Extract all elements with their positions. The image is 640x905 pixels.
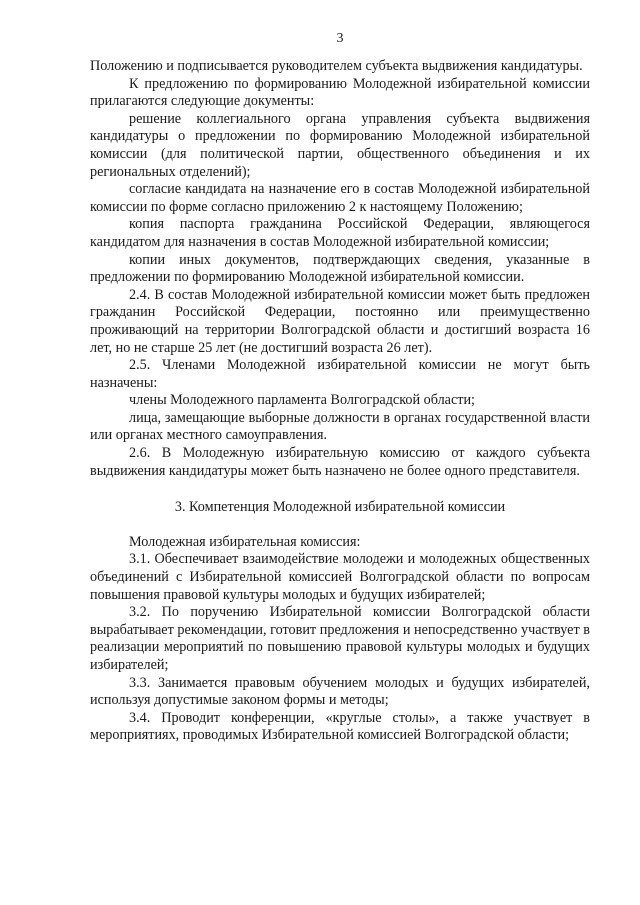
- paragraph-officials: лица, замещающие выборные должности в органах государственной власти или органах местного самоуправления.: [90, 409, 590, 444]
- paragraph-documents-intro: К предложению по формированию Молодежной избирательной комиссии прилагаются следующие документы:: [90, 75, 590, 110]
- paragraph-2-6: 2.6. В Молодежную избирательную комиссию от каждого субъекта выдвижения кандидатуры может быть назначено не более одного представителя.: [90, 445, 590, 479]
- paragraph-3-2: 3.2. По поручению Избирательной комиссии Волгоградской области вырабатывает рекомендации, готовит предложения и непосредственно участвует в реализации мероприятий по повышению правовой культуры молодых и будущих избирателей;: [90, 604, 590, 673]
- paragraph-2-4: 2.4. В состав Молодежной избирательной комиссии может быть предложен гражданин Российской Федерации, постоянно или преимущественно проживающий на территории Волгоградской области и достигший возраста 16 лет, но не старше 25 лет (не достигший возраста 26 лет).: [90, 286, 590, 356]
- page-number: 3: [336, 31, 344, 46]
- paragraph-commission-intro: Молодежная избирательная комиссия:: [129, 533, 361, 550]
- paragraph-2-5: 2.5. Членами Молодежной избирательной комиссии не могут быть назначены:: [90, 357, 590, 391]
- paragraph-3-1: 3.1. Обеспечивает взаимодействие молодежи и молодежных общественных объединений с Избирательной комиссией Волгоградской области по вопросам повышения правовой культуры молодых и будущих избирателей;: [90, 551, 590, 603]
- document-page: [90, 30, 590, 745]
- paragraph-decision: решение коллегиального органа управления субъекта выдвижения кандидатуры о предложении по формированию Молодежной избирательной комиссии (для политической партии, общественного объединения и их региональных отделений);: [90, 110, 590, 180]
- paragraph-3-3: 3.3. Занимается правовым обучением молодых и будущих избирателей, используя допустимые законом формы и методы;: [90, 674, 590, 709]
- section-heading: 3. Компетенция Молодежной избирательной комиссии: [174, 499, 506, 516]
- paragraph-3-4: 3.4. Проводит конференции, «круглые столы», а также участвует в мероприятиях, проводимых Избирательной комиссией Волгоградской области;: [90, 709, 590, 744]
- spacer: [90, 480, 590, 499]
- paragraph-continuation: Положению и подписывается руководителем субъекта выдвижения кандидатуры.: [90, 58, 583, 74]
- paragraph-passport: копия паспорта гражданина Российской Федерации, являющегося кандидатом для назначения в состав Молодежной избирательной комиссии;: [90, 216, 590, 250]
- paragraph-parliament-members: члены Молодежного парламента Волгоградской области;: [129, 392, 475, 409]
- spacer: [90, 517, 590, 534]
- paragraph-consent: согласие кандидата на назначение его в состав Молодежной избирательной комиссии по форме согласно приложению 2 к настоящему Положению;: [90, 181, 590, 215]
- paragraph-other-docs: копии иных документов, подтверждающих сведения, указанные в предложении по формированию Молодежной избирательной комиссии.: [90, 251, 590, 286]
